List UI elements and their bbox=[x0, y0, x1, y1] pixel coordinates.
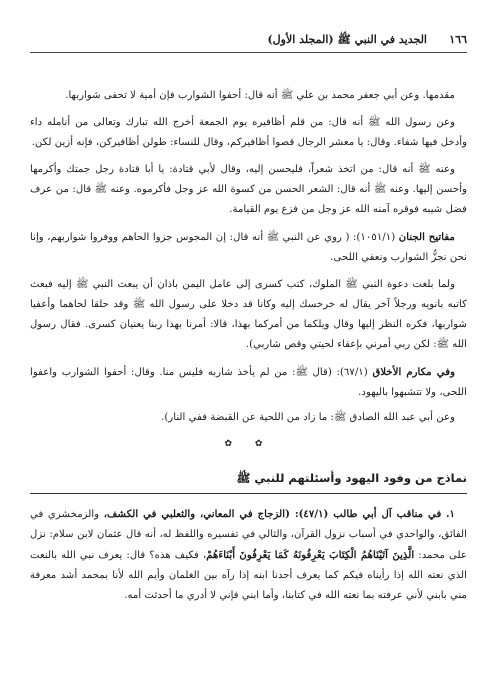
paragraph-text: (١٠٥١/١): ( روي عن النبي ﷺ أنه قال: إن المجوس جزوا الحاهم ووفروا شواربهم، وإنا نحن نجزُّ الشوارب ونعفي اللحى. bbox=[30, 232, 467, 263]
running-title: الجديد في النبي ﷺ (المجلد الأول) bbox=[267, 33, 427, 46]
source-title: وفي مكارم الأخلاق bbox=[372, 366, 455, 378]
page-number: ١٦٦ bbox=[449, 33, 467, 46]
paragraph-2 bbox=[30, 113, 467, 153]
item-number: ١. bbox=[445, 508, 455, 520]
paragraph-5 bbox=[30, 275, 467, 355]
page-header bbox=[30, 32, 467, 48]
paragraph-text: وعن أبي عبد الله الصادق ﷺ: ما زاد من اللحية عن القبضة ففي النار). bbox=[161, 412, 455, 423]
item-text: والزمخشري في الفائق، والواحدي في أسباب نزول القرآن، والثالي في تفسيره واللفظ له، أنه قال عثمان لابن سلام: نزل على محمد: bbox=[30, 509, 467, 561]
paragraph-6 bbox=[30, 362, 467, 403]
quran-verse: الَّذِينَ آتَيْنَاهُمُ الْكِتَابَ يَعْرِفُونَهُ كَمَا يَعْرِفُونَ أَبْنَاءَهُمْ bbox=[206, 549, 415, 561]
section-ornament: ✿ ✿ bbox=[224, 439, 273, 449]
document-body bbox=[30, 86, 467, 613]
header-rule bbox=[30, 52, 467, 53]
section-item-1 bbox=[30, 504, 467, 606]
paragraph-3 bbox=[30, 160, 467, 220]
source-title: مفاتيح الجنان bbox=[398, 231, 455, 243]
paragraph-text: مقدمها. وعن أبي جعفر محمد بن علي ﷺ أنه قال: أحفوا الشوارب فإن أمية لا تحفى شواربها. bbox=[65, 90, 455, 101]
paragraph-text: وعن رسول الله ﷺ أنه قال: من قلم أظافيره يوم الجمعة أخرج الله تبارك وتعالى من أنامله داء وأدخل فيها شفاء. وقال: يا معشر الرجال قصوا أظافيركم، وقال للنساء: طولن أظافيركن، فإنه أزين لكن. bbox=[30, 117, 467, 148]
item-lead: في مناقب آل أبي طالب (٤٧/١): (الزجاج في المعاني، والثعلبي في الكشف، bbox=[103, 508, 442, 520]
section-heading: نماذج من وفود اليهود وأسئلتهم للنبي ﷺ bbox=[30, 468, 467, 494]
paragraph-text: (٦٧/١): (قال ﷺ: من لم يأخذ شاربه فليس منا. وقال: أحفوا الشوارب واعفوا اللحى، ولا تتشبهوا باليهود. bbox=[30, 367, 467, 398]
paragraph-7 bbox=[30, 408, 467, 428]
paragraph-4 bbox=[30, 227, 467, 268]
paragraph-1 bbox=[30, 86, 467, 106]
paragraph-text: ولما بلغت دعوة النبي ﷺ الملوك، كتب كسرى إلى عامل اليمن باذان أن يبعث النبي ﷺ إليه فبعث كاتبه بانويه ورجلاً آخر يقال له خرخسك إليه وكانا قد دخلا على رسول الله ﷺ وقد حلقا لحاهما وأعفيا شواربها، فكره النظر إليها وقال ويلكما من أمركما بهذا، قالا: أمرنا بهذا ربنا يعنيان كسرى. فقال رسول الله ﷺ: لكن ربي أمرني بإعفاء لحيتي وقص شاربي). bbox=[30, 279, 467, 350]
paragraph-text: وعنه ﷺ أنه قال: من اتخذ شعراً، فليحسن إليه، وقال لأبي قتادة: يا أبا قتادة رجل جمتك وأكرمها وأحسن إليها. وعنه ﷺ أنه قال: الشعر الحسن من كسوة الله عز وجل فأكرموه. وعنه ﷺ قال: من عرف فضل شيبه فوقره آمنه الله عز وجل من فزع يوم القيامة. bbox=[30, 164, 467, 215]
item-text-after: ، فكيف هذه؟ قال: يعرف نبي الله بالنعت الذي نعته الله إذا رأيناه فيكم كما يعرف أحدنا ابنه إذا رآه بين الغلمان وأيم الله لأنا بمحمد أشد معرفة مني بابني لأني عرفته بما نعته الله في كتابنا، وأما ابني فإني لا أدري ما أحدثت أمه. bbox=[30, 550, 467, 601]
